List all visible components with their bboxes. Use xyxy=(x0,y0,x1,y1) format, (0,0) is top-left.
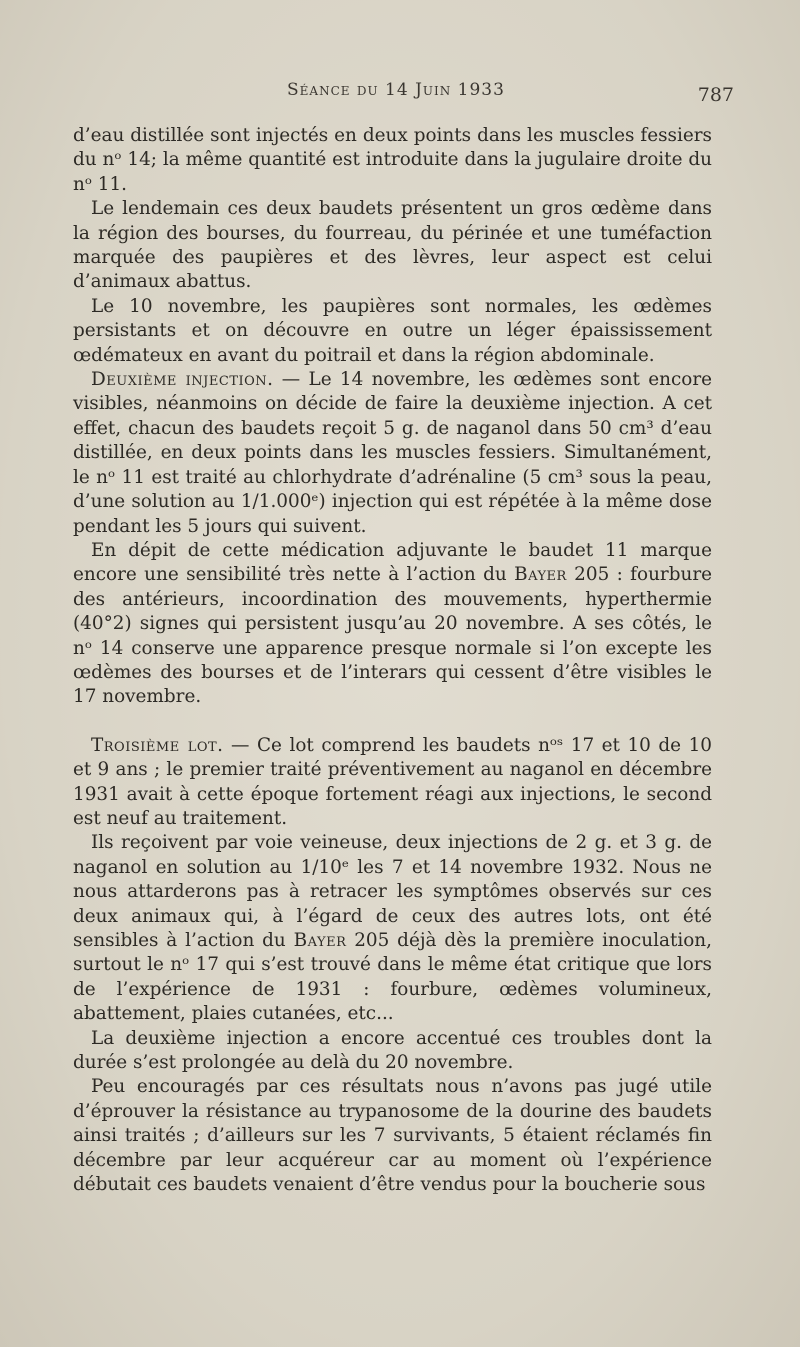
paragraph-text: La deuxième injection a encore accentué ces troubles dont la durée s’est prolongée au delà du 20 novembre. xyxy=(73,1027,712,1074)
body-text xyxy=(73,124,712,1197)
paragraph-text: — Ce lot comprend les baudets nᵒˢ 17 et 10 de 10 et 9 ans ; le premier traité préventivement au naganol en décembre 1931 avait à cette époque fortement réagi aux injections, le second est neuf au traitement. xyxy=(73,734,712,829)
bayer-name: Bayer xyxy=(293,930,347,951)
page-number: 787 xyxy=(697,84,734,106)
paragraph-text: Ils reçoivent par voie veineuse, deux injections de 2 g. et 3 g. de naganol en solution au 1/10ᵉ les 7 et 14 novembre 1932. Nous ne nous attarderons pas à retracer les symptômes observés sur ces deux animaux qui, à l’égard de ceux des autres lots, ont été sensibles à l’action du xyxy=(73,832,712,951)
paragraph-text: Peu encouragés par ces résultats nous n’avons pas jugé utile d’éprouver la résistance au trypanosome de la dourine des baudets ainsi traités ; d’ailleurs sur les 7 survivants, 5 étaient réclamés fin décembre par leur acquéreur car au moment où l’expérience débutait ces baudets venaient d’être vendus pour la boucherie sous xyxy=(73,1076,712,1196)
paragraph-7 xyxy=(73,831,712,1026)
paragraph-troisieme-lot xyxy=(73,734,712,832)
paragraph-5 xyxy=(73,539,712,710)
section-heading: Deuxième injection. xyxy=(91,369,274,391)
header-title: Séance du 14 Juin 1933 xyxy=(287,80,505,100)
running-head xyxy=(0,80,800,106)
paragraph-text: Le lendemain ces deux baudets présentent un gros œdème dans la région des bourses, du fourreau, du périnée et une tuméfaction marquée des paupières et des lèvres, leur aspect est celui d’animaux abattus. xyxy=(73,198,712,293)
paragraph-text: Le 10 novembre, les paupières sont normales, les œdèmes persistants et on découvre en outre un léger épaississement œdémateux en avant du poitrail et dans la région abdominale. xyxy=(73,295,712,366)
paragraph-2 xyxy=(73,197,712,295)
paragraph-9 xyxy=(73,1075,712,1197)
paragraph-deuxieme-injection xyxy=(73,368,712,539)
paragraph-3 xyxy=(73,295,712,368)
paragraph-text: 205 déjà dès la première inoculation, surtout le nᵒ 17 qui s’est trouvé dans le même état critique que lors de l’expérience de 1931 : fourbure, œdèmes volumineux, abattement, plaies cutanées, etc... xyxy=(73,930,712,1025)
paragraph-1 xyxy=(73,124,712,197)
section-heading: Troisième lot. xyxy=(91,734,224,756)
paragraph-8 xyxy=(73,1027,712,1076)
paragraph-text: d’eau distillée sont injectés en deux points dans les muscles fessiers du nᵒ 14; la même quantité est introduite dans la jugulaire droite du nᵒ 11. xyxy=(73,125,712,195)
paragraph-text: 205 : fourbure des antérieurs, incoordination des mouvements, hyperthermie (40°2) signes qui persistent jusqu’au 20 novembre. A ses côtés, le nᵒ 14 conserve une apparence presque normale si l’on excepte les œdèmes des bourses et de l’interars qui cessent d’être visibles le 17 novembre. xyxy=(73,564,712,708)
paragraph-text: En dépit de cette médication adjuvante le baudet 11 marque encore une sensibilité très nette à l’action du xyxy=(73,539,712,586)
bayer-name: Bayer xyxy=(514,564,567,586)
paragraph-text: — Le 14 novembre, les œdèmes sont encore visibles, néanmoins on décide de faire la deuxième injection. A cet effet, chacun des baudets reçoit 5 g. de naganol dans 50 cm³ d’eau distillée, en deux points dans les muscles fessiers. Simultanément, le nᵒ 11 est traité au chlorhydrate d’adrénaline (5 cm³ sous la peau, d’une solution au 1/1.000ᵉ) injection qui est répétée à la même dose pendant les 5 jours qui suivent. xyxy=(73,369,712,537)
